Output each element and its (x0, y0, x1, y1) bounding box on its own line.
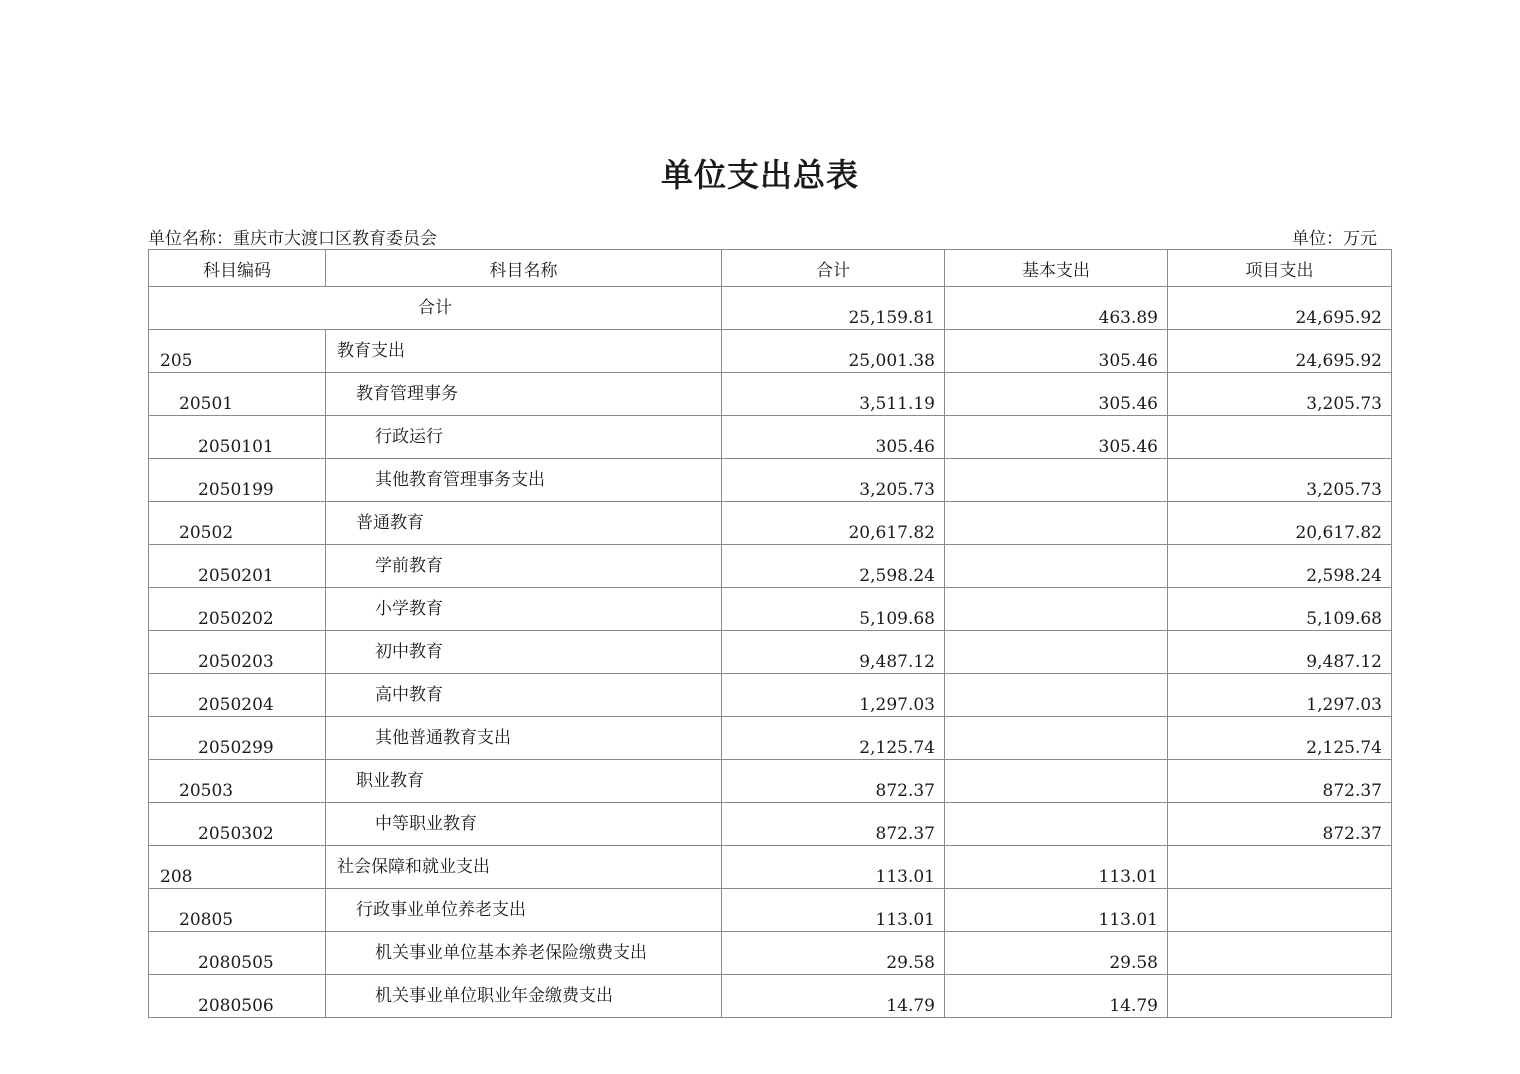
basic-expenditure-cell (945, 459, 1168, 502)
subject-code-cell: 2050202 (149, 588, 326, 631)
total-row-project: 24,695.92 (1168, 287, 1392, 330)
total-cell: 305.46 (722, 416, 945, 459)
project-expenditure-cell: 24,695.92 (1168, 330, 1392, 373)
table-row (149, 588, 1392, 631)
project-expenditure-cell: 3,205.73 (1168, 373, 1392, 416)
basic-expenditure-cell: 29.58 (945, 932, 1168, 975)
subject-code-cell: 2050201 (149, 545, 326, 588)
project-expenditure-cell: 9,487.12 (1168, 631, 1392, 674)
table-row (149, 502, 1392, 545)
total-cell: 1,297.03 (722, 674, 945, 717)
total-cell: 3,511.19 (722, 373, 945, 416)
subject-name-cell: 其他教育管理事务支出 (326, 459, 722, 502)
table-row (149, 760, 1392, 803)
total-row-label: 合计 (149, 287, 722, 330)
total-row (149, 287, 1392, 330)
subject-name-cell: 教育支出 (326, 330, 722, 373)
subject-name-cell: 行政事业单位养老支出 (326, 889, 722, 932)
table-row (149, 889, 1392, 932)
table-header-row (149, 250, 1392, 287)
total-cell: 25,001.38 (722, 330, 945, 373)
total-row-total: 25,159.81 (722, 287, 945, 330)
total-cell: 113.01 (722, 846, 945, 889)
basic-expenditure-cell: 14.79 (945, 975, 1168, 1018)
total-cell: 20,617.82 (722, 502, 945, 545)
subject-code-cell: 2050299 (149, 717, 326, 760)
project-expenditure-cell: 3,205.73 (1168, 459, 1392, 502)
subject-name-cell: 机关事业单位职业年金缴费支出 (326, 975, 722, 1018)
subject-name-cell: 学前教育 (326, 545, 722, 588)
total-cell: 9,487.12 (722, 631, 945, 674)
total-cell: 2,598.24 (722, 545, 945, 588)
subject-code-cell: 2050203 (149, 631, 326, 674)
subject-name-cell: 高中教育 (326, 674, 722, 717)
subject-name-cell: 行政运行 (326, 416, 722, 459)
column-header-total: 合计 (722, 250, 945, 287)
subject-code-cell: 2050199 (149, 459, 326, 502)
column-header-name: 科目名称 (326, 250, 722, 287)
basic-expenditure-cell (945, 674, 1168, 717)
project-expenditure-cell: 2,125.74 (1168, 717, 1392, 760)
subject-code-cell: 2080505 (149, 932, 326, 975)
column-header-project: 项目支出 (1168, 250, 1392, 287)
project-expenditure-cell (1168, 975, 1392, 1018)
table-row (149, 459, 1392, 502)
subject-code-cell: 2050101 (149, 416, 326, 459)
project-expenditure-cell: 2,598.24 (1168, 545, 1392, 588)
table-row (149, 932, 1392, 975)
unit-label: 单位：万元 (1292, 229, 1377, 249)
page-title: 单位支出总表 (660, 156, 859, 194)
table-row (149, 545, 1392, 588)
column-header-basic: 基本支出 (945, 250, 1168, 287)
total-row-basic: 463.89 (945, 287, 1168, 330)
subject-name-cell: 中等职业教育 (326, 803, 722, 846)
subject-name-cell: 小学教育 (326, 588, 722, 631)
subject-code-cell: 20503 (149, 760, 326, 803)
project-expenditure-cell: 872.37 (1168, 803, 1392, 846)
project-expenditure-cell: 5,109.68 (1168, 588, 1392, 631)
basic-expenditure-cell: 305.46 (945, 416, 1168, 459)
subject-name-cell: 教育管理事务 (326, 373, 722, 416)
basic-expenditure-cell (945, 588, 1168, 631)
basic-expenditure-cell: 305.46 (945, 330, 1168, 373)
basic-expenditure-cell (945, 717, 1168, 760)
table-row (149, 330, 1392, 373)
table-row (149, 846, 1392, 889)
total-cell: 29.58 (722, 932, 945, 975)
subject-name-cell: 机关事业单位基本养老保险缴费支出 (326, 932, 722, 975)
basic-expenditure-cell: 113.01 (945, 846, 1168, 889)
subject-code-cell: 2050204 (149, 674, 326, 717)
project-expenditure-cell (1168, 889, 1392, 932)
table-row (149, 803, 1392, 846)
total-cell: 14.79 (722, 975, 945, 1018)
table-row (149, 373, 1392, 416)
subject-name-cell: 普通教育 (326, 502, 722, 545)
project-expenditure-cell (1168, 416, 1392, 459)
subject-code-cell: 20501 (149, 373, 326, 416)
column-header-code: 科目编码 (149, 250, 326, 287)
basic-expenditure-cell: 305.46 (945, 373, 1168, 416)
subject-name-cell: 其他普通教育支出 (326, 717, 722, 760)
subject-name-cell: 初中教育 (326, 631, 722, 674)
total-cell: 2,125.74 (722, 717, 945, 760)
subject-code-cell: 20502 (149, 502, 326, 545)
subject-code-cell: 2080506 (149, 975, 326, 1018)
basic-expenditure-cell (945, 631, 1168, 674)
total-cell: 872.37 (722, 760, 945, 803)
basic-expenditure-cell (945, 545, 1168, 588)
table-row (149, 416, 1392, 459)
total-cell: 5,109.68 (722, 588, 945, 631)
subject-code-cell: 2050302 (149, 803, 326, 846)
unit-name: 单位名称：重庆市大渡口区教育委员会 (148, 229, 437, 249)
project-expenditure-cell (1168, 932, 1392, 975)
basic-expenditure-cell (945, 803, 1168, 846)
subject-code-cell: 208 (149, 846, 326, 889)
project-expenditure-cell: 872.37 (1168, 760, 1392, 803)
project-expenditure-cell: 20,617.82 (1168, 502, 1392, 545)
total-cell: 3,205.73 (722, 459, 945, 502)
basic-expenditure-cell: 113.01 (945, 889, 1168, 932)
subject-name-cell: 职业教育 (326, 760, 722, 803)
project-expenditure-cell (1168, 846, 1392, 889)
subject-name-cell: 社会保障和就业支出 (326, 846, 722, 889)
expenditure-table (148, 249, 1392, 1018)
subject-code-cell: 205 (149, 330, 326, 373)
table-row (149, 717, 1392, 760)
project-expenditure-cell: 1,297.03 (1168, 674, 1392, 717)
table-row (149, 674, 1392, 717)
basic-expenditure-cell (945, 760, 1168, 803)
basic-expenditure-cell (945, 502, 1168, 545)
total-cell: 113.01 (722, 889, 945, 932)
table-row (149, 975, 1392, 1018)
table-row (149, 631, 1392, 674)
total-cell: 872.37 (722, 803, 945, 846)
subject-code-cell: 20805 (149, 889, 326, 932)
